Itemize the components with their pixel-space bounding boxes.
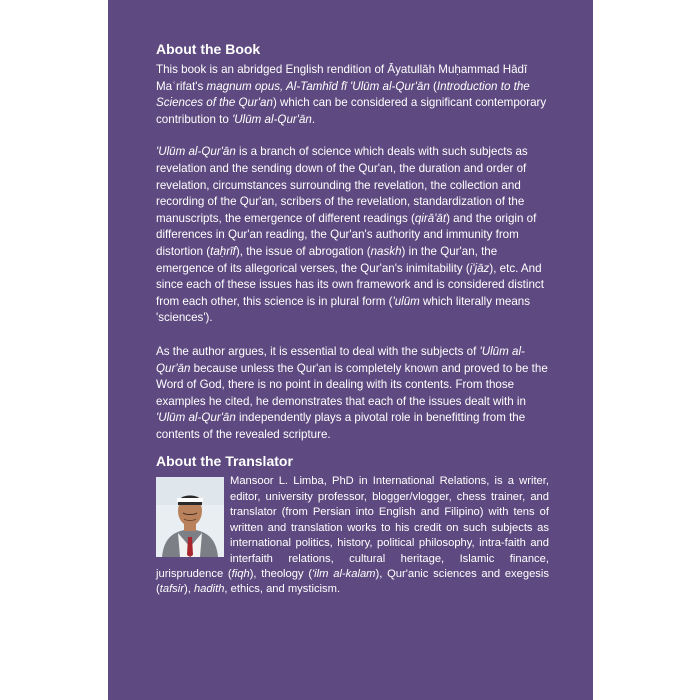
translator-bio: Mansoor L. Limba, PhD in International Relations, is a writer, editor, university professor, blogger/vlogger, chess trainer, and translator (from Persian into English and Filipino) with tens of written and translation works to his credit on such subjects as international politics, history, political philosophy, intra-faith and interfaith relations, cultural heritage, Islamic finance, jurisprudence (fiqh), theology ('ilm al-kalam), Qur'anic sciences and exegesis (tafsir), hadith, ethics, and mysticism. [156,475,549,596]
about-book-paragraph-2: 'Ulūm al-Qur'ān is a branch of science which deals with such subjects as revelation and the sending down of the Qur'an, the duration and order of revelation, circumstances surrounding the revelation, the collection and recording of the Qur'an, scribers of the revelation, standardization of the manuscripts, the emergence of different readings (qirā'āt) and the origin of differences in Qur'an reading, the Qur'an's authority and immunity from distortion (taḥrīf), the issue of abrogation (naskh) in the Qur'an, the emergence of its allegorical verses, the Qur'an's inimitability (i'jāz), etc. And since each of these issues has its own framework and is considered distinct from each other, this science is in plural form ('ulūm which literally means 'sciences'). [156,145,544,325]
about-book-heading: About the Book [156,41,261,57]
cover-content [156,40,549,598]
translator-section [156,474,549,597]
about-translator-heading: About the Translator [156,453,293,470]
about-book-paragraph-3: As the author argues, it is essential to deal with the subjects of 'Ulūm al-Qur'ān because unless the Qur'an is completely known and proved to be the Word of God, there is no point in dealing with its contents. From those examples he cited, he demonstrates that each of the issues dealt with in 'Ulūm al-Qur'ān independently plays a pivotal role in benefitting from the contents of the revealed scripture. [156,344,548,441]
translator-photo [156,477,224,557]
back-cover [108,0,593,700]
about-book-paragraph-1: This book is an abridged English rendition of Āyatullāh Muḥammad Hādī Maʿrifat's magnum opus, Al-Tamhīd fī 'Ulūm al-Qur'ān (Introduction to the Sciences of the Qur'an) which can be considered a significant contemporary contribution to 'Ulūm al-Qur'ān. [156,63,547,126]
